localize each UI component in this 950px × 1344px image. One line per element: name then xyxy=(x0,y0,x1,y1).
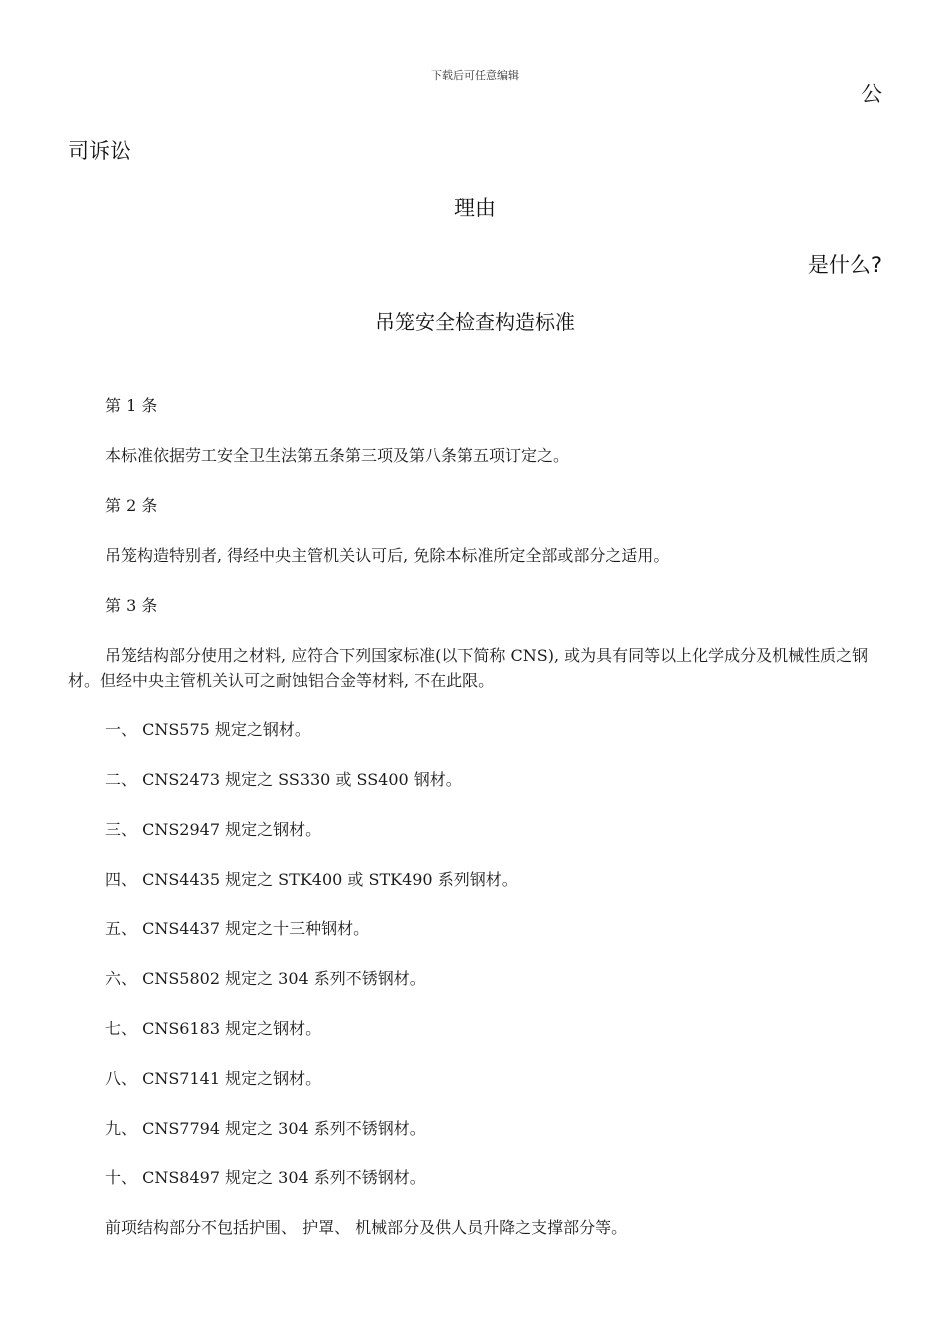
list-item-10: 十、 CNS8497 规定之 304 系列不锈钢材。 xyxy=(105,1168,426,1187)
article-2-heading: 第 2 条 xyxy=(105,496,158,515)
list-item-5: 五、 CNS4437 规定之十三种钢材。 xyxy=(105,919,370,938)
article-1-text: 本标准依据劳工安全卫生法第五条第三项及第八条第五项订定之。 xyxy=(105,446,570,465)
closing-note: 前项结构部分不包括护围、 护罩、 机械部分及供人员升降之支撑部分等。 xyxy=(105,1218,628,1237)
list-item-7: 七、 CNS6183 规定之钢材。 xyxy=(105,1019,322,1038)
document-title: 吊笼安全检查构造标准 xyxy=(375,310,575,334)
list-item-6: 六、 CNS5802 规定之 304 系列不锈钢材。 xyxy=(105,969,426,988)
article-2-text: 吊笼构造特别者, 得经中央主管机关认可后, 免除本标准所定全部或部分之适用。 xyxy=(105,546,670,565)
list-item-8: 八、 CNS7141 规定之钢材。 xyxy=(105,1069,322,1088)
list-item-3: 三、 CNS2947 规定之钢材。 xyxy=(105,820,322,839)
list-item-1: 一、 CNS575 规定之钢材。 xyxy=(105,720,311,739)
list-item-4: 四、 CNS4435 规定之 STK400 或 STK490 系列钢材。 xyxy=(105,870,518,889)
list-item-9: 九、 CNS7794 规定之 304 系列不锈钢材。 xyxy=(105,1119,426,1138)
article-3-heading: 第 3 条 xyxy=(105,596,158,615)
heading-fragment-liyou: 理由 xyxy=(454,196,496,220)
heading-fragment-sisong: 司诉讼 xyxy=(68,139,131,163)
article-3-text: 吊笼结构部分使用之材料, 应符合下列国家标准(以下简称 CNS), 或为具有同等以上化学成分及机械性质之钢材。但经中央主管机关认可之耐蚀铝合金等材料, 不在此限。 xyxy=(68,646,869,690)
heading-fragment-gong: 公 xyxy=(861,82,882,106)
heading-fragment-shishenme: 是什么? xyxy=(807,253,882,277)
page-watermark: 下载后可任意编辑 xyxy=(431,69,519,82)
list-item-2: 二、 CNS2473 规定之 SS330 或 SS400 钢材。 xyxy=(105,770,462,789)
article-1-heading: 第 1 条 xyxy=(105,396,158,415)
